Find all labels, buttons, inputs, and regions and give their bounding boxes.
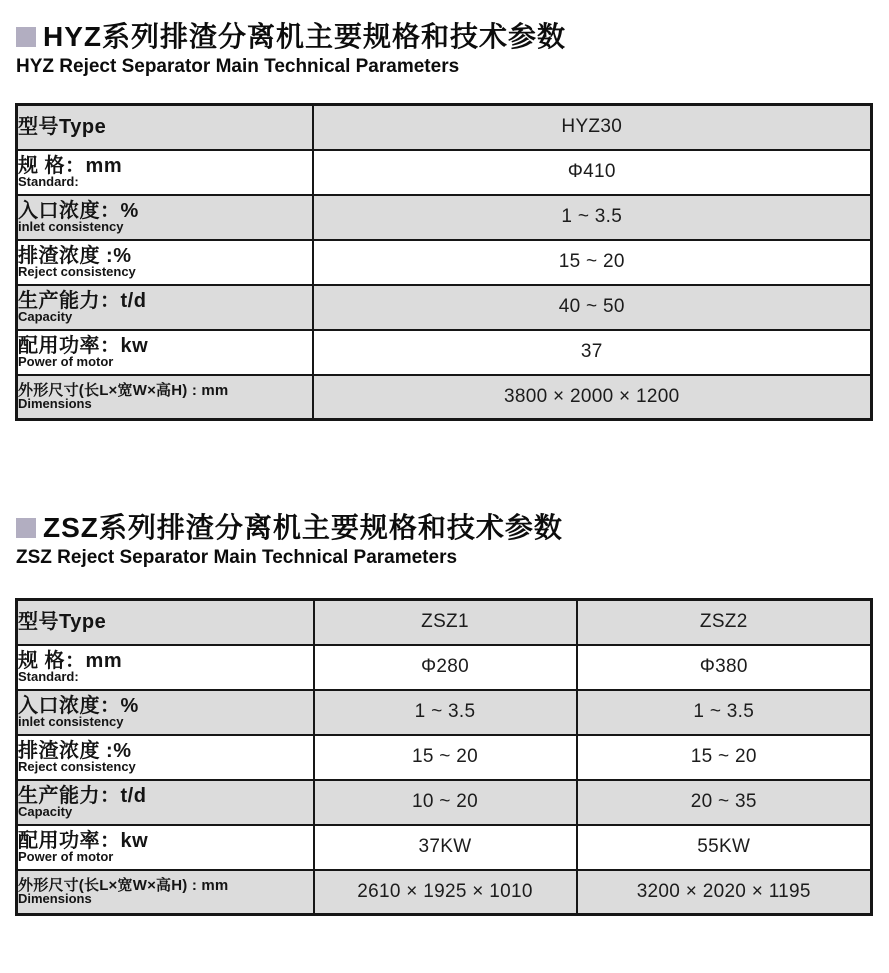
type-header-cell <box>17 105 313 150</box>
inlet-consistency-value-cell: 1 ~ 3.5 <box>313 195 872 240</box>
hyz-section-title <box>16 22 566 78</box>
capacity-label-cn: 生产能力：t/d <box>18 290 147 312</box>
table-row <box>17 600 872 645</box>
motor-power-label-cn: 配用功率：kw <box>18 830 149 852</box>
hyz-title-en: HYZ Reject Separator Main Technical Parameters <box>16 56 460 78</box>
zsz-title-cn: ZSZ系列排渣分离机主要规格和技术参数 <box>43 512 563 543</box>
dimensions-label-en: Dimensions <box>18 891 92 907</box>
table-row <box>17 825 872 870</box>
motor-power-value-cell: 37KW <box>314 825 577 870</box>
inlet-consistency-value-cell: 1 ~ 3.5 <box>577 690 872 735</box>
dimensions-label-cell <box>17 870 314 915</box>
zsz-title-en: ZSZ Reject Separator Main Technical Parameters <box>16 547 458 569</box>
type-header-label: 型号Type <box>18 115 107 138</box>
motor-power-label-cell <box>17 330 313 375</box>
reject-consistency-label-en: Reject consistency <box>18 264 136 279</box>
table-row <box>17 240 872 285</box>
motor-power-label-en: Power of motor <box>18 354 114 369</box>
reject-consistency-label-cell <box>17 735 314 780</box>
motor-power-label-en: Power of motor <box>18 849 114 864</box>
hyz-title-line <box>16 22 566 51</box>
capacity-label-en: Capacity <box>18 309 73 324</box>
capacity-label-cell <box>17 780 314 825</box>
dimensions-value-cell: 3800 × 2000 × 1200 <box>313 375 872 420</box>
capacity-label-cn: 生产能力：t/d <box>18 785 147 807</box>
dimensions-value-cell: 2610 × 1925 × 1010 <box>314 870 577 915</box>
standard-label-en: Standard: <box>18 174 79 189</box>
zsz-spec-table <box>15 598 873 916</box>
type-header-label: 型号Type <box>18 610 107 633</box>
table-row <box>17 105 872 150</box>
capacity-value-cell: 10 ~ 20 <box>314 780 577 825</box>
motor-power-value-cell: 55KW <box>577 825 872 870</box>
table-row <box>17 375 872 420</box>
inlet-consistency-label-cn: 入口浓度：% <box>18 200 139 222</box>
inlet-consistency-label-en: inlet consistency <box>18 714 124 729</box>
reject-consistency-label-cn: 排渣浓度 :% <box>18 740 132 762</box>
motor-power-label-cn: 配用功率：kw <box>18 335 149 357</box>
standard-value-cell: Φ280 <box>314 645 577 690</box>
inlet-consistency-value-cell: 1 ~ 3.5 <box>314 690 577 735</box>
reject-consistency-label-cn: 排渣浓度 :% <box>18 245 132 267</box>
table-row <box>17 285 872 330</box>
zsz-title-line <box>16 513 563 542</box>
square-bullet-icon <box>16 27 36 47</box>
standard-label-cell <box>17 150 313 195</box>
dimensions-label-en: Dimensions <box>18 396 92 412</box>
zsz-section-title <box>16 513 563 569</box>
dimensions-value-cell: 3200 × 2020 × 1195 <box>577 870 872 915</box>
type-header-cell <box>17 600 314 645</box>
table-row <box>17 330 872 375</box>
reject-consistency-value-cell: 15 ~ 20 <box>313 240 872 285</box>
model-name-cell: HYZ30 <box>313 105 872 150</box>
standard-label-en: Standard: <box>18 669 79 684</box>
table-row <box>17 870 872 915</box>
inlet-consistency-label-cell <box>17 195 313 240</box>
table-row <box>17 150 872 195</box>
table-row <box>17 735 872 780</box>
reject-consistency-label-cell <box>17 240 313 285</box>
reject-consistency-value-cell: 15 ~ 20 <box>314 735 577 780</box>
inlet-consistency-label-cell <box>17 690 314 735</box>
capacity-value-cell: 40 ~ 50 <box>313 285 872 330</box>
motor-power-label-cell <box>17 825 314 870</box>
dimensions-label-cn: 外形尺寸(长L×宽W×高H) : mm <box>18 382 229 400</box>
capacity-label-cell <box>17 285 313 330</box>
reject-consistency-value-cell: 15 ~ 20 <box>577 735 872 780</box>
inlet-consistency-label-en: inlet consistency <box>18 219 124 234</box>
model-name-cell: ZSZ1 <box>314 600 577 645</box>
table-row <box>17 645 872 690</box>
capacity-label-en: Capacity <box>18 804 73 819</box>
dimensions-label-cell <box>17 375 313 420</box>
standard-value-cell: Φ380 <box>577 645 872 690</box>
inlet-consistency-label-cn: 入口浓度：% <box>18 695 139 717</box>
table-row <box>17 690 872 735</box>
standard-label-cn: 规 格：mm <box>18 650 123 672</box>
standard-value-cell: Φ410 <box>313 150 872 195</box>
hyz-title-cn: HYZ系列排渣分离机主要规格和技术参数 <box>43 21 567 52</box>
capacity-value-cell: 20 ~ 35 <box>577 780 872 825</box>
standard-label-cell <box>17 645 314 690</box>
motor-power-value-cell: 37 <box>313 330 872 375</box>
table-row <box>17 195 872 240</box>
square-bullet-icon <box>16 518 36 538</box>
hyz-spec-table <box>15 103 873 421</box>
standard-label-cn: 规 格：mm <box>18 155 123 177</box>
dimensions-label-cn: 外形尺寸(长L×宽W×高H) : mm <box>18 877 229 895</box>
table-row <box>17 780 872 825</box>
reject-consistency-label-en: Reject consistency <box>18 759 136 774</box>
model-name-cell: ZSZ2 <box>577 600 872 645</box>
